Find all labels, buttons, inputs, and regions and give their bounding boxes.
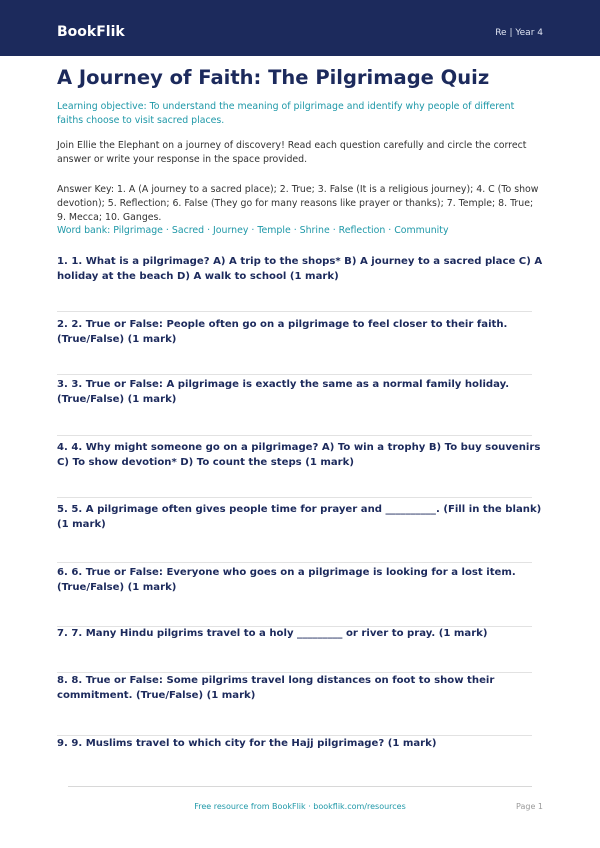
page-number: Page 1	[516, 802, 543, 811]
answer-line-4	[57, 497, 532, 498]
footer-divider	[68, 786, 532, 787]
question-6: 6. 6. True or False: Everyone who goes on a pilgrimage is looking for a lost item. (True/False) (1 mark)	[57, 567, 516, 593]
answer-key: Answer Key: 1. A (A journey to a sacred place); 2. True; 3. False (It is a religious journey); 4. C (To show devotion); 5. Reflection; 6. False (They go for many reasons like prayer or thanks); 7. Temple; 8. True; 9. Mecca; 10. Ganges.	[57, 184, 539, 223]
question-7: 7. 7. Many Hindu pilgrims travel to a holy _________ or river to pray. (1 mark)	[57, 628, 488, 639]
answer-line-3	[57, 435, 532, 436]
answer-line-2	[57, 374, 532, 375]
footer-link[interactable]: Free resource from BookFlik · bookflik.com/resources	[194, 802, 406, 811]
word-bank: Word bank: Pilgrimage · Sacred · Journey · Temple · Shrine · Reflection · Community	[57, 225, 449, 236]
answer-line-5	[57, 562, 532, 563]
question-4: 4. 4. Why might someone go on a pilgrimage? A) To win a trophy B) To buy souvenirs C) To show devotion* D) To count the steps (1 mark)	[57, 442, 541, 468]
page-title: A Journey of Faith: The Pilgrimage Quiz	[57, 66, 490, 89]
header-bar	[0, 0, 600, 56]
question-3: 3. 3. True or False: A pilgrimage is exactly the same as a normal family holiday. (True/False) (1 mark)	[57, 379, 510, 405]
question-1: 1. 1. What is a pilgrimage? A) A trip to the shops* B) A journey to a sacred place C) A holiday at the beach D) A walk to school (1 mark)	[57, 256, 543, 282]
brand-logo[interactable]: BookFlik	[57, 24, 125, 40]
question-5: 5. 5. A pilgrimage often gives people time for prayer and __________. (Fill in the blank) (1 mark)	[57, 504, 542, 530]
question-2: 2. 2. True or False: People often go on a pilgrimage to feel closer to their faith. (True/False) (1 mark)	[57, 319, 508, 345]
header-meta: Re | Year 4	[495, 28, 543, 38]
learning-objective: Learning objective: To understand the meaning of pilgrimage and identify why people of different faiths choose to visit sacred places.	[57, 101, 515, 126]
answer-line-1	[57, 311, 532, 312]
question-8: 8. 8. True or False: Some pilgrims travel long distances on foot to show their commitment. (True/False) (1 mark)	[57, 675, 495, 701]
intro-text: Join Ellie the Elephant on a journey of discovery! Read each question carefully and circle the correct answer or write your response in the space provided.	[57, 140, 527, 165]
question-9: 9. 9. Muslims travel to which city for the Hajj pilgrimage? (1 mark)	[57, 738, 437, 749]
